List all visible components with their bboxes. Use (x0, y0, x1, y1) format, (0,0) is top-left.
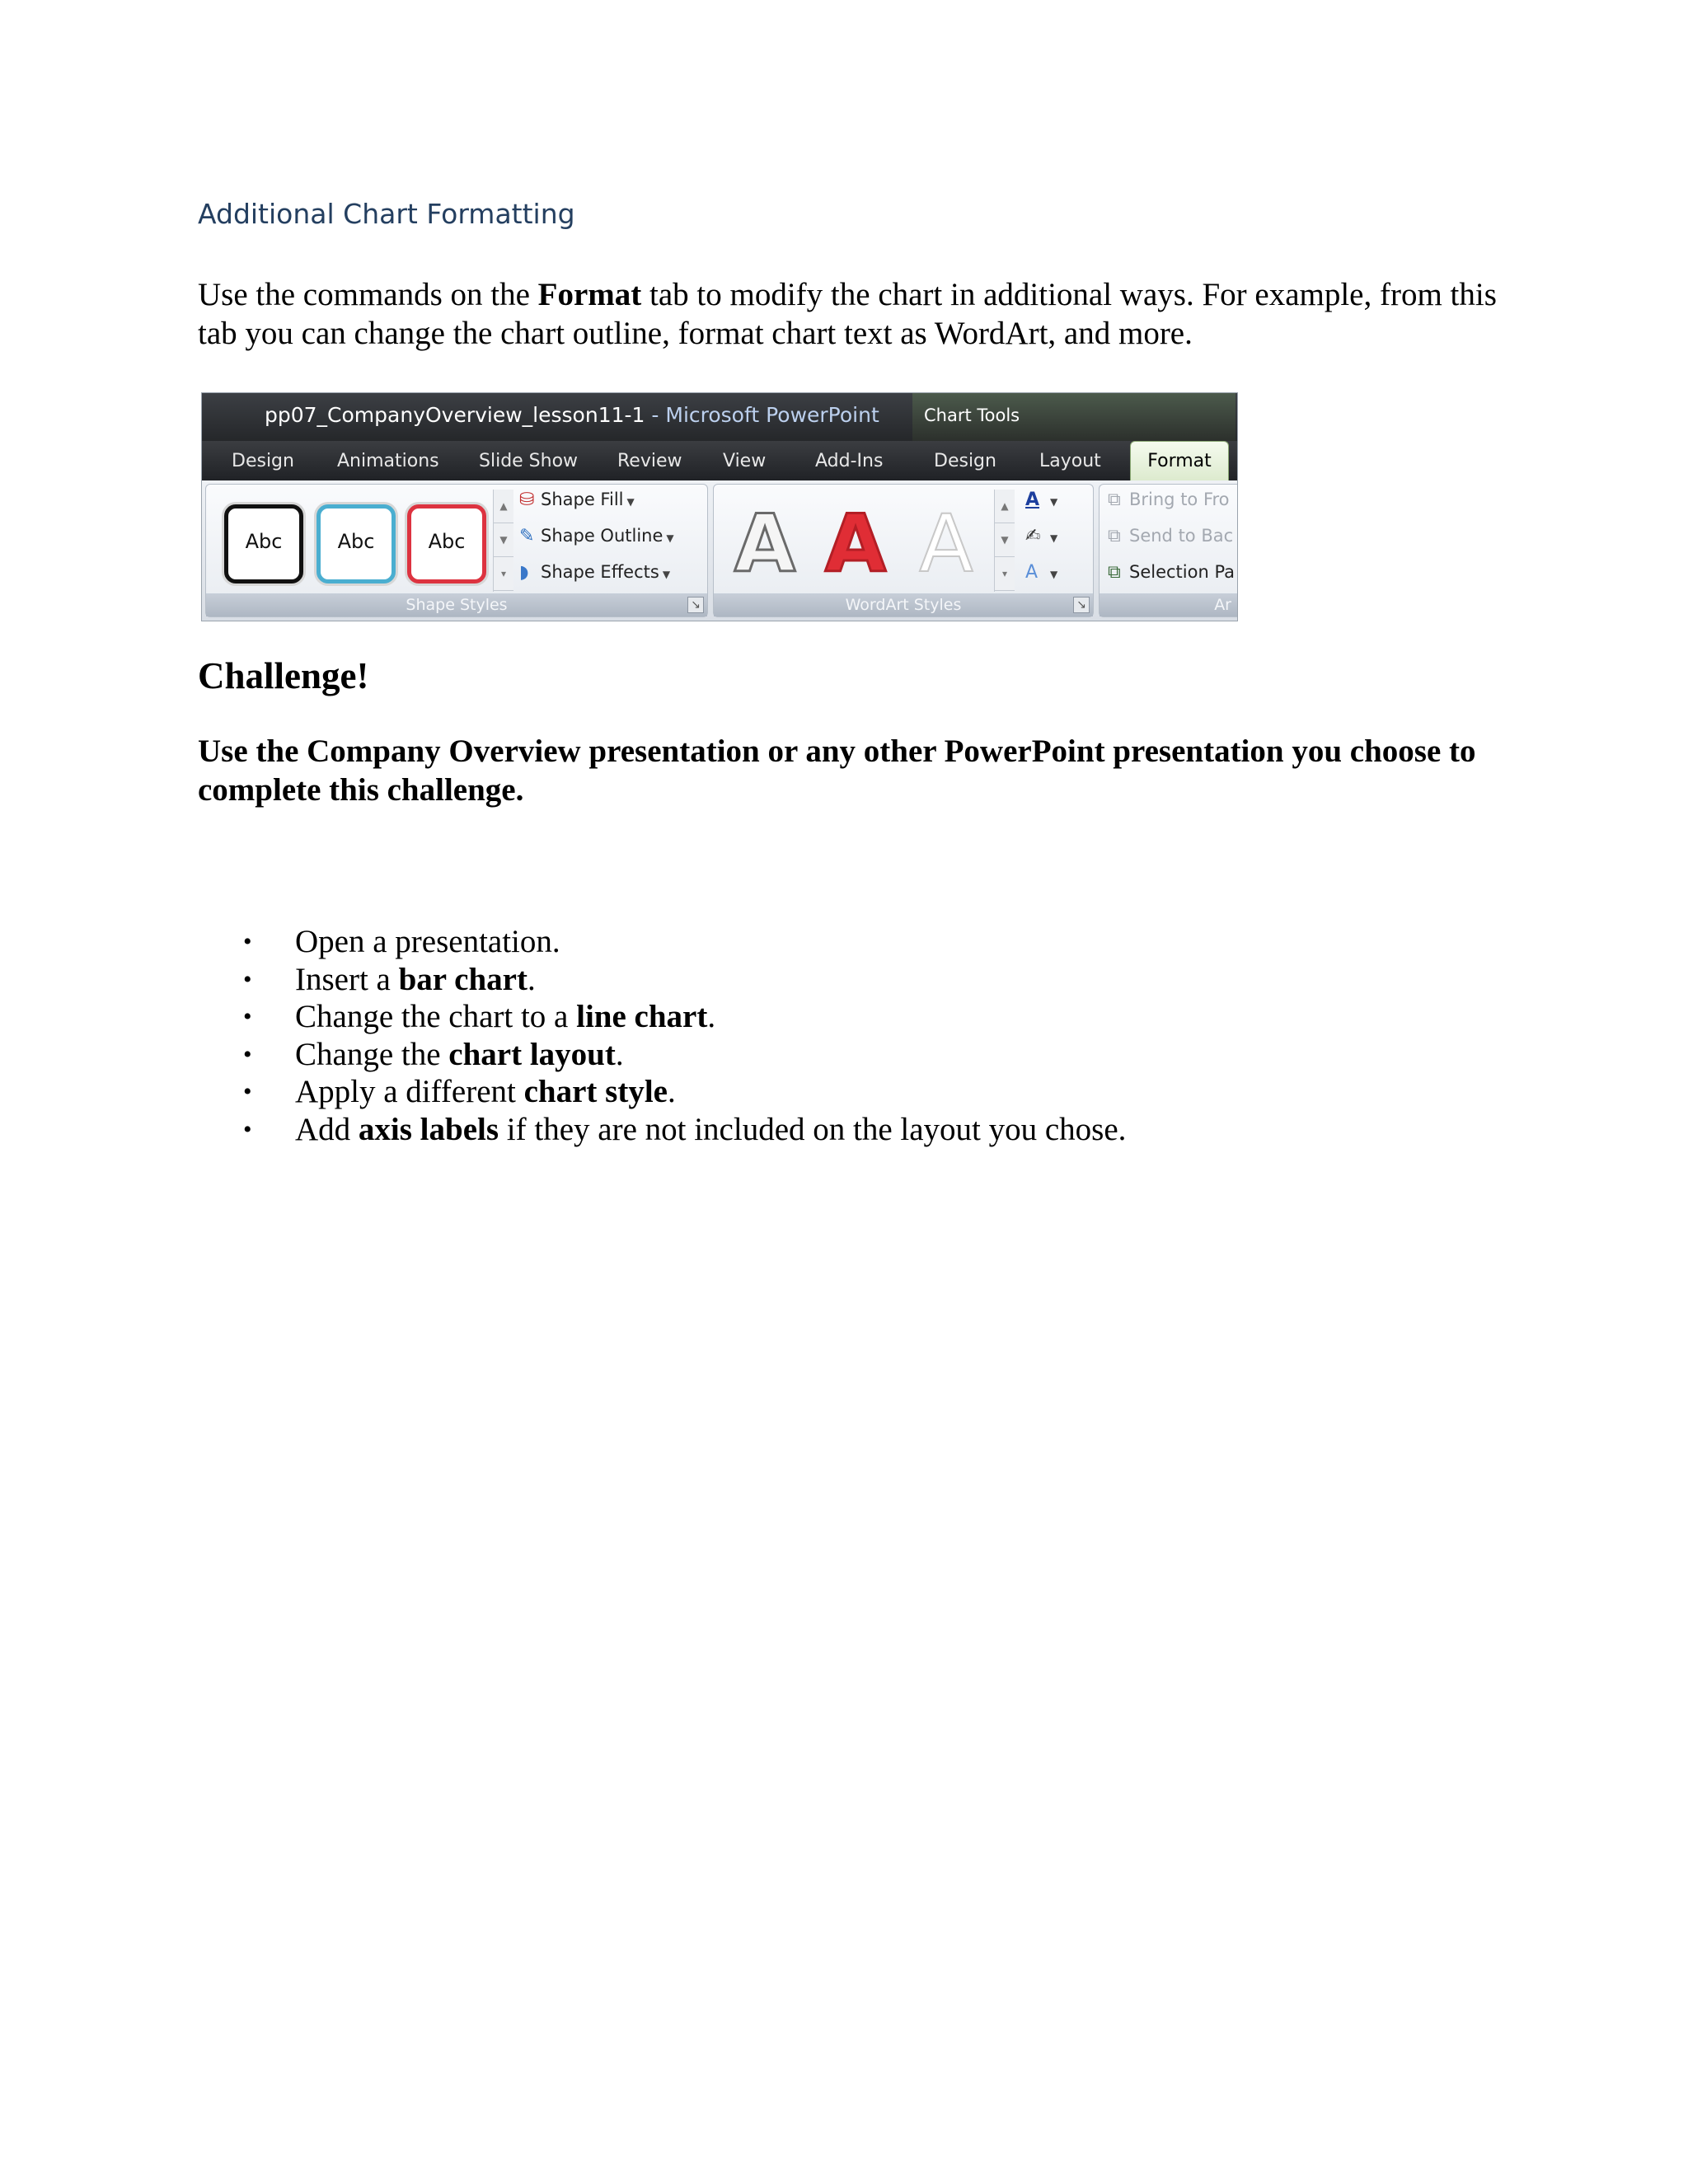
gallery-up-icon[interactable]: ▲ (995, 490, 1015, 523)
text-outline-icon: ✍ (1025, 526, 1041, 546)
intro-text-after: tab to modify the chart in additional ways. For example, from this tab you can change the chart outline, format chart text as WordArt, and more. (198, 277, 1497, 351)
application-name: Microsoft PowerPoint (665, 403, 879, 427)
selection-pane-label: Selection Pa (1129, 562, 1236, 582)
bullet-icon: • (243, 1040, 252, 1068)
selection-pane-button[interactable] (1108, 562, 1235, 583)
dialog-launcher-icon[interactable]: ↘ (1073, 597, 1090, 613)
tab-animations[interactable]: Animations (337, 451, 439, 471)
task-text-after: if they are not included on the layout you chose. (499, 1111, 1127, 1147)
chart-tools-context-header (912, 393, 1236, 445)
dialog-launcher-icon[interactable]: ↘ (687, 597, 704, 613)
task-text-after: . (707, 999, 716, 1035)
shape-outline-label: Shape Outline (541, 526, 663, 546)
list-item (198, 1111, 1517, 1149)
pencil-icon: ✎ (519, 526, 535, 546)
send-to-back-label: Send to Bac (1129, 526, 1234, 546)
shape-styles-group-label: Shape Styles (206, 593, 707, 616)
window-title (265, 403, 879, 427)
task-text-bold: bar chart (398, 961, 528, 997)
tab-chart-design[interactable]: Design (934, 451, 996, 471)
shape-style-red[interactable]: Abc (407, 504, 486, 583)
bring-to-front-label: Bring to Fro (1129, 490, 1230, 509)
chart-tools-label: Chart Tools (924, 405, 1020, 425)
shape-style-blue[interactable]: Abc (316, 504, 396, 583)
wordart-styles-group-label: WordArt Styles (714, 593, 1093, 616)
bring-to-front-icon: ⧉ (1108, 490, 1121, 510)
chevron-down-icon: ▼ (1050, 496, 1058, 508)
gallery-up-icon[interactable]: ▲ (494, 490, 513, 523)
gallery-more-icon[interactable]: ▾ (995, 557, 1015, 591)
shape-outline-button[interactable] (519, 526, 674, 546)
task-text: Open a presentation. (295, 924, 560, 959)
wordart-gallery-scroll[interactable] (994, 490, 1015, 592)
text-outline-button[interactable] (1025, 526, 1057, 546)
list-item (198, 1036, 1517, 1074)
ribbon-body (202, 480, 1237, 621)
shape-style-black[interactable]: Abc (224, 504, 303, 583)
chevron-down-icon: ▼ (666, 532, 674, 544)
bullet-icon: • (243, 1115, 252, 1143)
paint-bucket-icon: ⛁ (519, 490, 535, 510)
bullet-icon: • (243, 965, 252, 993)
shape-effects-label: Shape Effects (541, 562, 659, 582)
selection-pane-icon: ⧉ (1108, 562, 1121, 583)
intro-paragraph (198, 275, 1517, 353)
task-text-bold: chart style (523, 1074, 668, 1110)
intro-text-bold: Format (537, 277, 642, 312)
chevron-down-icon: ▼ (626, 496, 635, 508)
shape-effects-button[interactable] (519, 562, 670, 583)
text-fill-button[interactable] (1025, 490, 1057, 510)
bullet-icon: • (243, 928, 252, 955)
task-text-bold: line chart (576, 999, 708, 1035)
title-bar (202, 393, 1237, 441)
task-text-after: . (667, 1074, 676, 1110)
tab-format[interactable]: Format (1130, 441, 1229, 483)
arrange-group-label: Ar (1100, 593, 1238, 616)
wordart-style-outline[interactable]: A (734, 498, 796, 590)
shape-fill-button[interactable] (519, 490, 635, 510)
shape-styles-gallery-scroll[interactable] (493, 490, 513, 592)
task-list (198, 923, 1517, 1149)
task-text: Insert a (295, 961, 399, 997)
gallery-more-icon[interactable]: ▾ (494, 557, 513, 591)
gallery-down-icon[interactable]: ▼ (494, 523, 513, 557)
tab-slide-show[interactable]: Slide Show (479, 451, 579, 471)
wordart-style-light[interactable]: A (919, 498, 973, 590)
task-text: Apply a different (295, 1074, 524, 1110)
list-item (198, 998, 1517, 1036)
ribbon-screenshot (201, 392, 1238, 621)
title-separator: - (645, 403, 666, 427)
text-effects-icon: A (1025, 562, 1039, 583)
task-text: Add (295, 1111, 359, 1147)
bring-to-front-button[interactable] (1108, 490, 1230, 510)
shape-effects-icon: ◗ (519, 562, 529, 583)
chevron-down-icon: ▼ (662, 569, 671, 580)
task-text-after: . (615, 1036, 624, 1072)
task-text: Change the chart to a (295, 999, 577, 1035)
gallery-down-icon[interactable]: ▼ (995, 523, 1015, 557)
challenge-description: Use the Company Overview presentation or any other PowerPoint presentation you choose to complete this challenge. (198, 733, 1476, 808)
wordart-styles-group (713, 484, 1094, 617)
ribbon-tab-bar (202, 441, 1237, 480)
shape-fill-label: Shape Fill (541, 490, 624, 509)
list-item (198, 923, 1517, 961)
tab-chart-layout[interactable]: Layout (1039, 451, 1101, 471)
send-to-back-button[interactable] (1108, 526, 1233, 546)
wordart-style-red[interactable]: A (824, 498, 887, 590)
task-text-bold: chart layout (448, 1036, 616, 1072)
tab-add-ins[interactable]: Add-Ins (815, 451, 884, 471)
chevron-down-icon: ▼ (1050, 569, 1058, 580)
text-effects-button[interactable] (1025, 562, 1057, 583)
document-name: pp07_CompanyOverview_lesson11-1 (265, 403, 645, 427)
list-item (198, 1073, 1517, 1111)
task-text-bold: axis labels (358, 1111, 499, 1147)
section-title: Additional Chart Formatting (198, 198, 575, 230)
challenge-heading: Challenge! (198, 655, 369, 696)
tab-view[interactable]: View (723, 451, 767, 471)
tab-review[interactable]: Review (617, 451, 682, 471)
bullet-icon: • (243, 1003, 252, 1031)
chevron-down-icon: ▼ (1050, 532, 1058, 544)
shape-styles-group (205, 484, 708, 617)
send-to-back-icon: ⧉ (1108, 526, 1121, 546)
list-item (198, 961, 1517, 999)
bullet-icon: • (243, 1078, 252, 1106)
task-text: Change the (295, 1036, 449, 1072)
text-fill-icon: A (1025, 490, 1040, 510)
intro-text-before: Use the commands on the (198, 277, 538, 312)
tab-design[interactable]: Design (232, 451, 294, 471)
arrange-group (1099, 484, 1238, 617)
task-text-after: . (527, 961, 536, 997)
